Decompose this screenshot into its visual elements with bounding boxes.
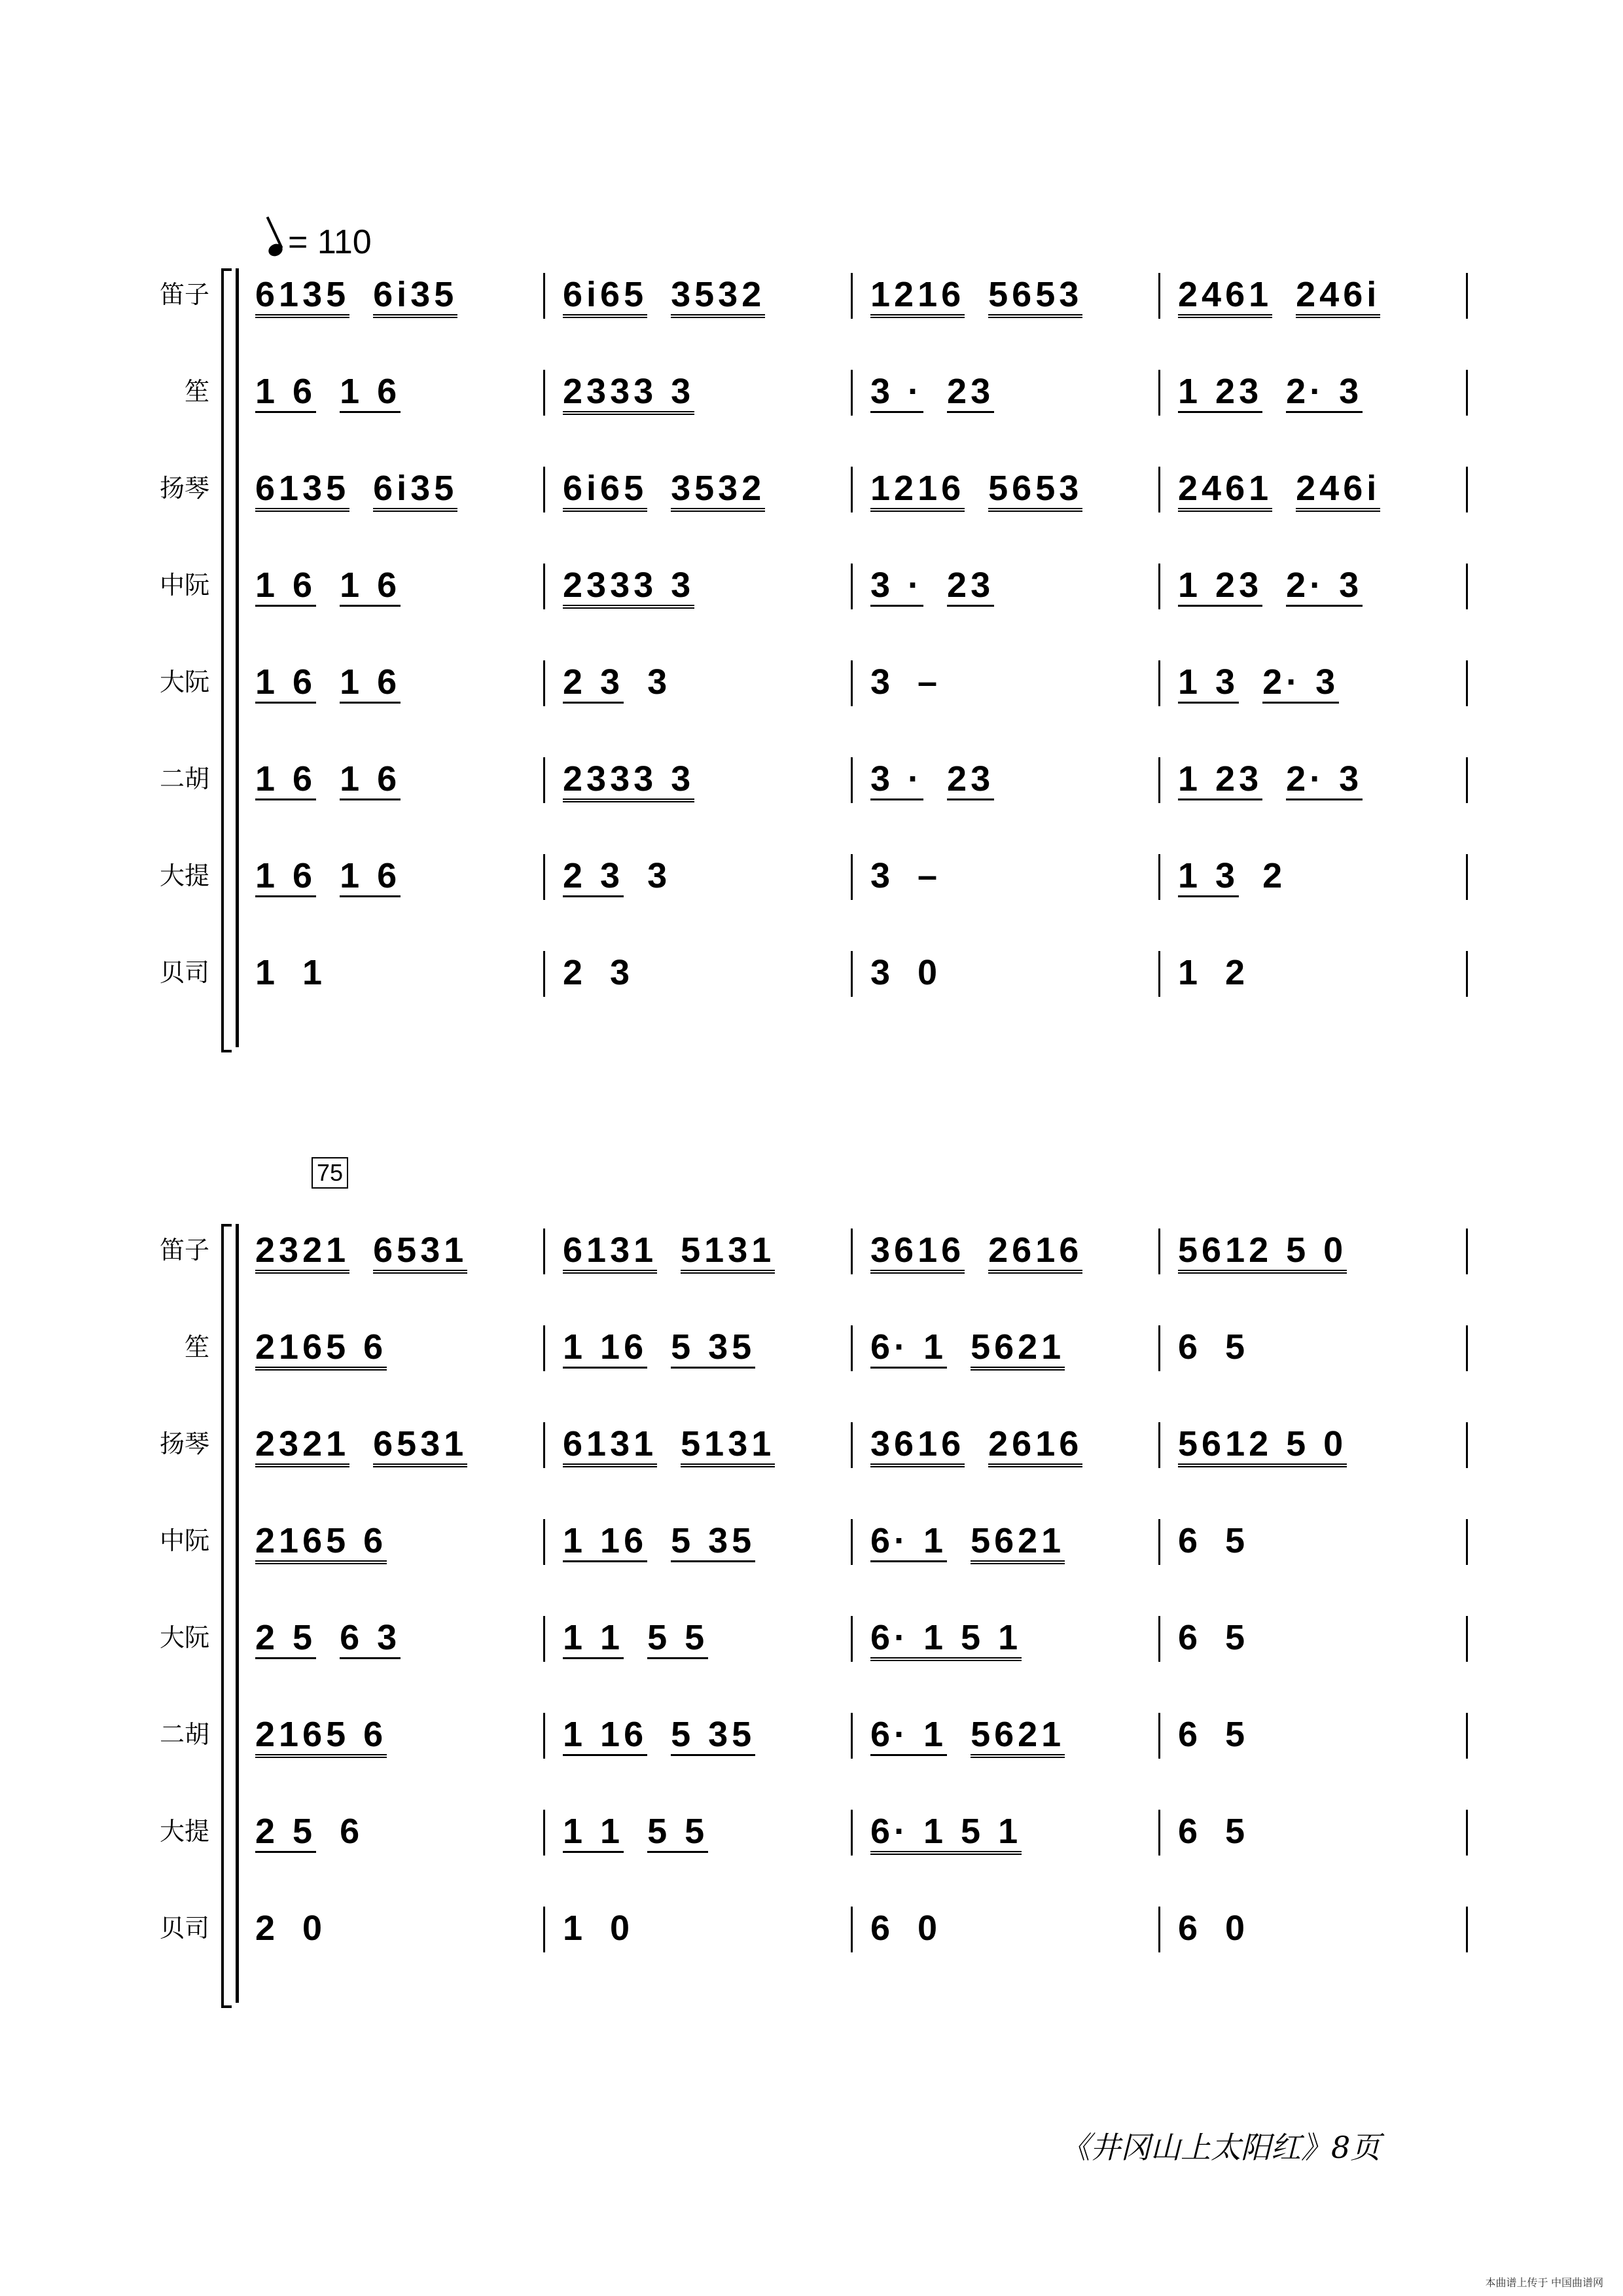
note-group: 2 bbox=[1225, 953, 1249, 992]
measure bbox=[255, 1221, 491, 1280]
measure bbox=[1178, 1608, 1272, 1667]
staff-row bbox=[0, 1414, 1623, 1473]
note-group: 1216 bbox=[870, 469, 965, 512]
note-group: 1 bbox=[255, 953, 279, 992]
note-group: 1 6 bbox=[340, 856, 401, 897]
measure bbox=[255, 1318, 410, 1376]
note-group: 3532 bbox=[671, 469, 765, 512]
barline bbox=[851, 1422, 853, 1468]
instrument-name: 大阮 bbox=[159, 668, 209, 696]
quarter-note-icon bbox=[266, 242, 285, 259]
note-group: 5 bbox=[1225, 1715, 1249, 1754]
tempo-value: = 110 bbox=[288, 223, 372, 261]
barline bbox=[1158, 1519, 1160, 1565]
barline bbox=[851, 854, 853, 900]
note-group: 1 23 bbox=[1178, 565, 1262, 607]
note-group: 1 1 bbox=[563, 1618, 624, 1659]
note-group: 2321 bbox=[255, 1230, 349, 1274]
note-group: 6 bbox=[340, 1812, 364, 1851]
measure bbox=[1178, 556, 1386, 615]
staff-row bbox=[0, 265, 1623, 324]
barline bbox=[543, 1229, 545, 1274]
instrument-name: 笛子 bbox=[159, 1236, 209, 1265]
note-group: 6 bbox=[1178, 1521, 1202, 1560]
note-group: 1 16 bbox=[563, 1715, 647, 1756]
note-group: 6i35 bbox=[373, 275, 457, 318]
measure bbox=[563, 265, 789, 324]
instrument-name: 大提 bbox=[159, 1817, 209, 1846]
note-group: 2 bbox=[1262, 856, 1287, 895]
instrument-name: 二胡 bbox=[159, 764, 209, 793]
barline bbox=[543, 1519, 545, 1565]
note-group: 1 6 bbox=[340, 662, 401, 704]
barline bbox=[543, 370, 545, 416]
measure bbox=[870, 943, 965, 1002]
note-group: 3 bbox=[870, 662, 895, 702]
staff-row bbox=[0, 1511, 1623, 1570]
measure bbox=[563, 1705, 779, 1764]
note-group: 2· 3 bbox=[1286, 372, 1363, 413]
measure bbox=[255, 459, 481, 518]
barline bbox=[1466, 1422, 1468, 1468]
measure bbox=[563, 846, 694, 905]
staff-row bbox=[0, 1802, 1623, 1861]
watermark: 本曲谱上传于 中国曲谱网 bbox=[1485, 2278, 1603, 2289]
barline bbox=[1158, 1907, 1160, 1952]
note-group: 6131 bbox=[563, 1230, 657, 1274]
note-group: 6135 bbox=[255, 469, 349, 512]
note-group: 2· 3 bbox=[1286, 759, 1363, 800]
page-footer: 《井冈山上太阳红》8页 bbox=[1060, 2130, 1381, 2165]
barline bbox=[543, 1713, 545, 1759]
barline bbox=[851, 370, 853, 416]
staff-row bbox=[0, 362, 1623, 421]
note-group: 3 · bbox=[870, 759, 923, 800]
barline bbox=[851, 1810, 853, 1856]
measure bbox=[1178, 653, 1363, 711]
note-group: 1 3 bbox=[1178, 856, 1239, 897]
measure bbox=[1178, 1705, 1272, 1764]
note-group: 2 3 bbox=[563, 662, 624, 704]
barline bbox=[1158, 1229, 1160, 1274]
measure bbox=[255, 1511, 410, 1570]
measure bbox=[563, 1221, 798, 1280]
staff-row bbox=[0, 1608, 1623, 1667]
note-group: 1 6 bbox=[255, 759, 316, 800]
note-group: 1 6 bbox=[255, 372, 316, 413]
measure bbox=[563, 1511, 779, 1570]
note-group: 1 16 bbox=[563, 1521, 647, 1562]
note-group: 2165 6 bbox=[255, 1327, 387, 1371]
barline bbox=[1158, 1325, 1160, 1371]
barline bbox=[1466, 660, 1468, 706]
note-group: 2616 bbox=[988, 1230, 1082, 1274]
barline bbox=[1466, 1229, 1468, 1274]
barline bbox=[543, 1422, 545, 1468]
staff-row bbox=[0, 943, 1623, 1002]
barline bbox=[1466, 1325, 1468, 1371]
note-group: – bbox=[918, 662, 942, 702]
measure bbox=[870, 846, 965, 905]
note-group: 1216 bbox=[870, 275, 965, 318]
note-group: 6 bbox=[1178, 1618, 1202, 1657]
note-group: 2· 3 bbox=[1286, 565, 1363, 607]
staff-row bbox=[0, 556, 1623, 615]
note-group: 23 bbox=[947, 372, 994, 413]
measure bbox=[563, 1802, 732, 1861]
instrument-name: 扬琴 bbox=[159, 474, 209, 503]
note-group: 3 bbox=[610, 953, 634, 992]
note-group: 2 3 bbox=[563, 856, 624, 897]
note-group: 5131 bbox=[681, 1424, 775, 1467]
note-group: 5 35 bbox=[671, 1327, 755, 1369]
note-group: 6 3 bbox=[340, 1618, 401, 1659]
note-group: 0 bbox=[302, 1909, 327, 1948]
note-group: – bbox=[918, 856, 942, 895]
barline bbox=[543, 1907, 545, 1952]
barline bbox=[1158, 660, 1160, 706]
measure bbox=[563, 1899, 657, 1958]
note-group: 1 6 bbox=[340, 565, 401, 607]
barline bbox=[851, 757, 853, 803]
note-group: 6i35 bbox=[373, 469, 457, 512]
note-group: 1 6 bbox=[340, 372, 401, 413]
note-group: 1 bbox=[563, 1909, 587, 1948]
measure bbox=[255, 943, 349, 1002]
staff-row bbox=[0, 653, 1623, 711]
barline bbox=[851, 273, 853, 319]
note-group: 3532 bbox=[671, 275, 765, 318]
barline bbox=[1158, 854, 1160, 900]
note-group: 2616 bbox=[988, 1424, 1082, 1467]
note-group: 6131 bbox=[563, 1424, 657, 1467]
note-group: 2 5 bbox=[255, 1812, 316, 1853]
measure bbox=[870, 1899, 965, 1958]
barline bbox=[543, 467, 545, 512]
note-group: 1 6 bbox=[255, 662, 316, 704]
staff-row bbox=[0, 749, 1623, 808]
note-group: 1 23 bbox=[1178, 759, 1262, 800]
barline bbox=[851, 1713, 853, 1759]
note-group: 6531 bbox=[373, 1230, 467, 1274]
note-group: 1 1 bbox=[563, 1812, 624, 1853]
barline bbox=[1158, 1713, 1160, 1759]
measure bbox=[1178, 1802, 1272, 1861]
note-group: 2165 6 bbox=[255, 1715, 387, 1758]
measure bbox=[870, 1705, 1088, 1764]
note-group: 3 · bbox=[870, 372, 923, 413]
measure bbox=[1178, 265, 1404, 324]
measure bbox=[1178, 459, 1404, 518]
note-group: 6 bbox=[1178, 1812, 1202, 1851]
measure bbox=[563, 1414, 798, 1473]
note-group: 6· 1 bbox=[870, 1327, 947, 1369]
barline bbox=[851, 1229, 853, 1274]
barline bbox=[543, 660, 545, 706]
note-group: 6 bbox=[1178, 1327, 1202, 1367]
note-group: 1 6 bbox=[255, 856, 316, 897]
note-group: 1 bbox=[302, 953, 327, 992]
barline bbox=[543, 1616, 545, 1662]
barline bbox=[543, 1810, 545, 1856]
measure bbox=[255, 846, 424, 905]
instrument-name: 大提 bbox=[159, 861, 209, 890]
measure bbox=[1178, 846, 1310, 905]
measure bbox=[870, 653, 965, 711]
measure bbox=[1178, 1899, 1272, 1958]
note-group: 5 bbox=[1225, 1618, 1249, 1657]
measure bbox=[563, 653, 694, 711]
note-group: 2333 3 bbox=[563, 372, 694, 415]
measure bbox=[870, 265, 1106, 324]
instrument-name: 笛子 bbox=[159, 280, 209, 309]
measure bbox=[870, 749, 1018, 808]
note-group: 0 bbox=[610, 1909, 634, 1948]
note-group: 1 6 bbox=[340, 759, 401, 800]
note-group: 5612 5 0 bbox=[1178, 1424, 1347, 1467]
note-group: 1 16 bbox=[563, 1327, 647, 1369]
note-group: 6531 bbox=[373, 1424, 467, 1467]
instrument-name: 扬琴 bbox=[159, 1429, 209, 1458]
measure bbox=[255, 1705, 410, 1764]
instrument-name: 二胡 bbox=[159, 1720, 209, 1749]
measure bbox=[255, 556, 424, 615]
measure bbox=[870, 1318, 1088, 1376]
measure bbox=[1178, 1221, 1370, 1280]
barline bbox=[1158, 757, 1160, 803]
instrument-name: 大阮 bbox=[159, 1623, 209, 1652]
barline bbox=[1158, 951, 1160, 997]
staff-row bbox=[0, 1318, 1623, 1376]
note-group: 5 5 bbox=[647, 1812, 708, 1853]
note-group: 5621 bbox=[971, 1715, 1065, 1758]
measure bbox=[870, 1608, 1045, 1667]
measure bbox=[870, 1802, 1045, 1861]
barline bbox=[1158, 273, 1160, 319]
note-group: 246i bbox=[1296, 469, 1380, 512]
barline bbox=[851, 467, 853, 512]
note-group: 3 bbox=[870, 953, 895, 992]
note-group: 0 bbox=[918, 953, 942, 992]
staff-row bbox=[0, 1705, 1623, 1764]
measure bbox=[563, 362, 718, 421]
staff-row bbox=[0, 1221, 1623, 1280]
barline bbox=[851, 1325, 853, 1371]
note-group: 5612 5 0 bbox=[1178, 1230, 1347, 1274]
note-group: 2 bbox=[563, 953, 587, 992]
note-group: 3 bbox=[647, 662, 671, 702]
barline bbox=[543, 757, 545, 803]
measure bbox=[1178, 749, 1386, 808]
barline bbox=[543, 564, 545, 609]
note-group: 6· 1 5 1 bbox=[870, 1618, 1022, 1661]
note-group: 2· 3 bbox=[1262, 662, 1339, 704]
note-group: 3 · bbox=[870, 565, 923, 607]
measure bbox=[870, 362, 1018, 421]
instrument-name: 贝司 bbox=[159, 1914, 209, 1943]
barline bbox=[1466, 1616, 1468, 1662]
instrument-name: 贝司 bbox=[159, 958, 209, 987]
note-group: 5 35 bbox=[671, 1521, 755, 1562]
note-group: 2461 bbox=[1178, 469, 1272, 512]
measure bbox=[255, 265, 481, 324]
barline bbox=[1466, 951, 1468, 997]
note-group: 1 23 bbox=[1178, 372, 1262, 413]
measure bbox=[563, 459, 789, 518]
note-group: 6· 1 bbox=[870, 1521, 947, 1562]
note-group: 6 bbox=[1178, 1715, 1202, 1754]
barline bbox=[1466, 854, 1468, 900]
measure bbox=[255, 1802, 387, 1861]
barline bbox=[1466, 1810, 1468, 1856]
measure bbox=[1178, 943, 1272, 1002]
barline bbox=[851, 1907, 853, 1952]
measure bbox=[563, 1318, 779, 1376]
measure bbox=[255, 362, 424, 421]
note-group: 5 5 bbox=[647, 1618, 708, 1659]
measure bbox=[1178, 362, 1386, 421]
barline bbox=[1158, 467, 1160, 512]
measure bbox=[255, 749, 424, 808]
note-group: 5 bbox=[1225, 1812, 1249, 1851]
barline bbox=[1466, 467, 1468, 512]
note-group: 1 3 bbox=[1178, 662, 1239, 704]
staff-row bbox=[0, 459, 1623, 518]
barline bbox=[1158, 370, 1160, 416]
measure bbox=[255, 653, 424, 711]
barline bbox=[1158, 1422, 1160, 1468]
note-group: 6i65 bbox=[563, 469, 647, 512]
note-group: 2321 bbox=[255, 1424, 349, 1467]
note-group: 5653 bbox=[988, 469, 1082, 512]
note-group: 6 bbox=[870, 1909, 895, 1948]
note-group: 1 bbox=[1178, 953, 1202, 992]
rehearsal-mark: 75 bbox=[312, 1157, 348, 1189]
barline bbox=[1466, 757, 1468, 803]
note-group: 0 bbox=[1225, 1909, 1249, 1948]
note-group: 5 35 bbox=[671, 1715, 755, 1756]
measure bbox=[255, 1608, 424, 1667]
note-group: 5131 bbox=[681, 1230, 775, 1274]
measure bbox=[1178, 1414, 1370, 1473]
note-group: 23 bbox=[947, 759, 994, 800]
note-group: 6· 1 bbox=[870, 1715, 947, 1756]
measure bbox=[870, 1414, 1106, 1473]
barline bbox=[543, 273, 545, 319]
barline bbox=[1466, 564, 1468, 609]
note-group: 6i65 bbox=[563, 275, 647, 318]
barline bbox=[851, 1616, 853, 1662]
note-group: 2333 3 bbox=[563, 759, 694, 802]
measure bbox=[870, 1511, 1088, 1570]
note-group: 3 bbox=[647, 856, 671, 895]
measure bbox=[563, 943, 657, 1002]
barline bbox=[1158, 1616, 1160, 1662]
barline bbox=[1466, 370, 1468, 416]
instrument-name: 中阮 bbox=[159, 571, 209, 600]
note-group: 6 bbox=[1178, 1909, 1202, 1948]
measure bbox=[563, 749, 718, 808]
note-group: 23 bbox=[947, 565, 994, 607]
barline bbox=[851, 1519, 853, 1565]
barline bbox=[1466, 1907, 1468, 1952]
instrument-name: 笙 bbox=[184, 1333, 209, 1361]
note-group: 3616 bbox=[870, 1230, 965, 1274]
measure bbox=[1178, 1318, 1272, 1376]
note-group: 5653 bbox=[988, 275, 1082, 318]
measure bbox=[563, 556, 718, 615]
note-group: 6· 1 5 1 bbox=[870, 1812, 1022, 1855]
barline bbox=[1158, 1810, 1160, 1856]
measure bbox=[870, 556, 1018, 615]
note-group: 1 6 bbox=[255, 565, 316, 607]
instrument-name: 笙 bbox=[184, 377, 209, 406]
staff-row bbox=[0, 846, 1623, 905]
barline bbox=[543, 951, 545, 997]
barline bbox=[1466, 1713, 1468, 1759]
note-group: 2 bbox=[255, 1909, 279, 1948]
note-group: 5621 bbox=[971, 1327, 1065, 1371]
barline bbox=[1158, 564, 1160, 609]
measure bbox=[255, 1414, 491, 1473]
note-group: 3 bbox=[870, 856, 895, 895]
measure bbox=[870, 459, 1106, 518]
note-group: 246i bbox=[1296, 275, 1380, 318]
measure bbox=[563, 1608, 732, 1667]
measure bbox=[870, 1221, 1106, 1280]
note-group: 5621 bbox=[971, 1521, 1065, 1564]
note-group: 5 bbox=[1225, 1327, 1249, 1367]
barline bbox=[543, 854, 545, 900]
note-group: 5 bbox=[1225, 1521, 1249, 1560]
note-group: 2 5 bbox=[255, 1618, 316, 1659]
tempo-mark bbox=[268, 223, 372, 262]
barline bbox=[851, 951, 853, 997]
note-group: 2333 3 bbox=[563, 565, 694, 609]
barline bbox=[1466, 273, 1468, 319]
note-group: 3616 bbox=[870, 1424, 965, 1467]
barline bbox=[1466, 1519, 1468, 1565]
staff-row bbox=[0, 1899, 1623, 1958]
barline bbox=[851, 660, 853, 706]
measure bbox=[255, 1899, 349, 1958]
note-group: 2165 6 bbox=[255, 1521, 387, 1564]
note-group: 6135 bbox=[255, 275, 349, 318]
barline bbox=[543, 1325, 545, 1371]
instrument-name: 中阮 bbox=[159, 1526, 209, 1555]
measure bbox=[1178, 1511, 1272, 1570]
note-group: 0 bbox=[918, 1909, 942, 1948]
barline bbox=[851, 564, 853, 609]
note-group: 2461 bbox=[1178, 275, 1272, 318]
